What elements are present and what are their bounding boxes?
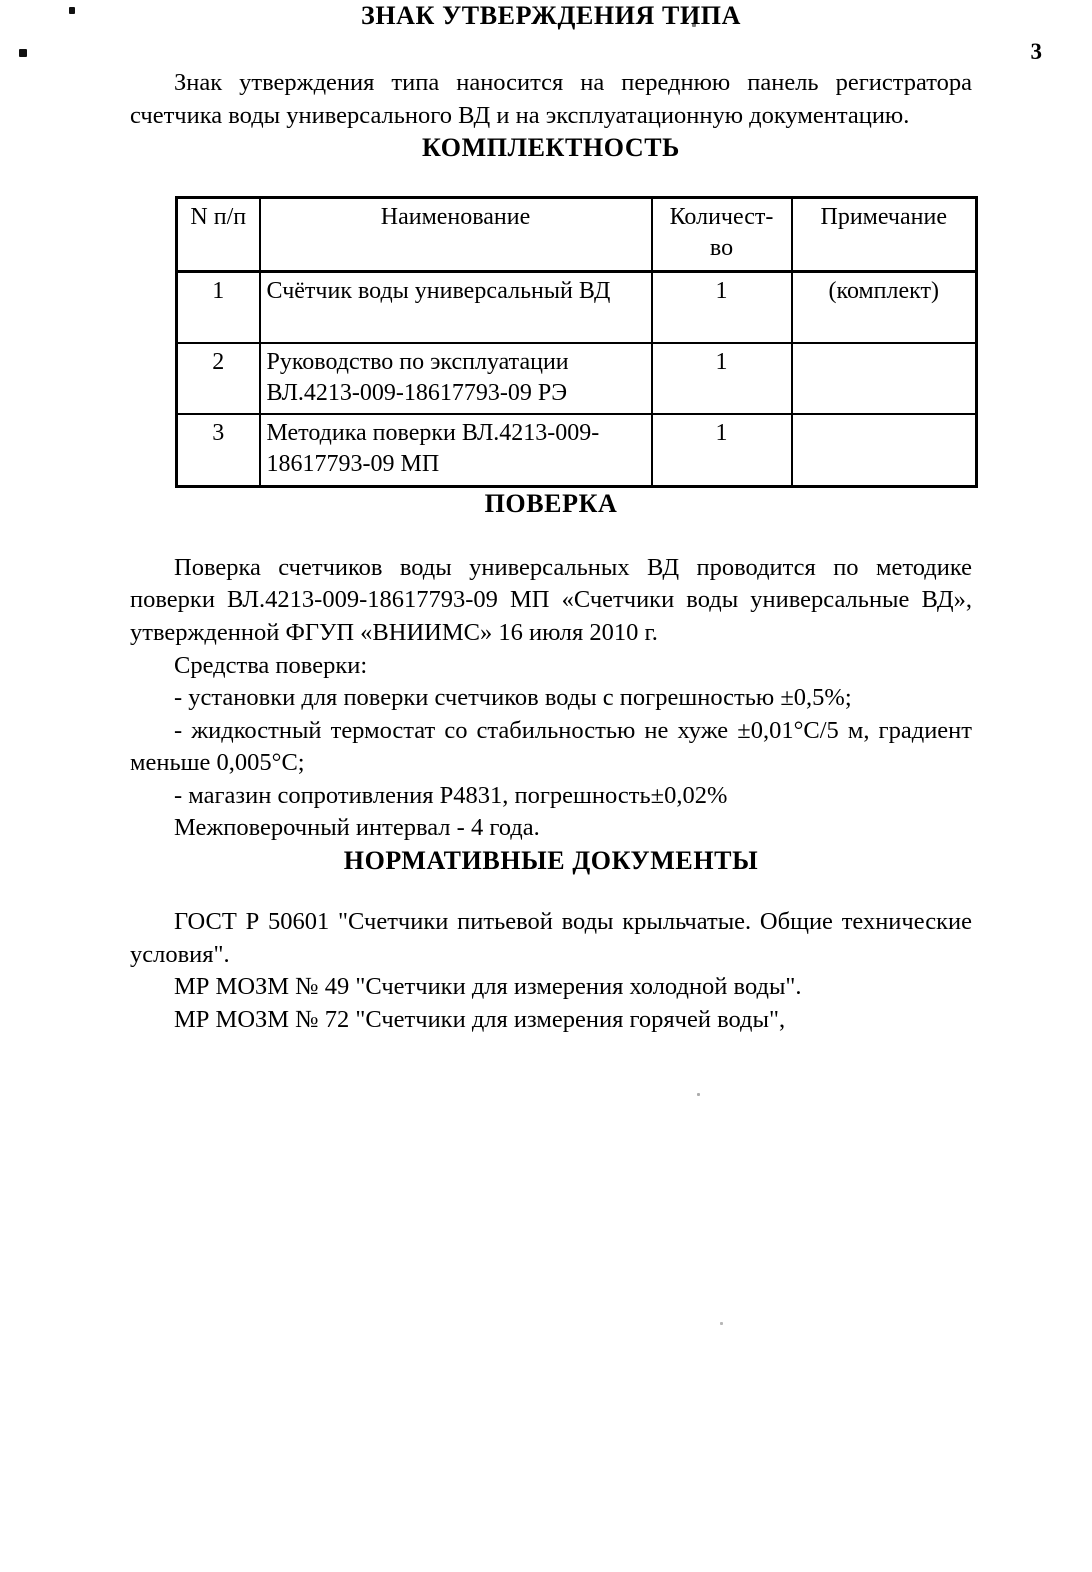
column-header-name: Наименование: [260, 197, 652, 271]
paragraph-poverka-intro: Поверка счетчиков воды универсальных ВД проводится по методике поверки ВЛ.4213-009-18617793-09 МП «Счетчики воды универсальные ВД», утвержденной ФГУП «ВНИИМС» 16 июля 2010 г.: [130, 553, 972, 646]
scan-speck: [697, 1093, 700, 1096]
scan-speck: [720, 1322, 723, 1325]
heading-komplektnost: КОМПЛЕКТНОСТЬ: [422, 133, 680, 163]
means-item-thermostat: - жидкостный термостат со стабильностью не хуже ±0,01°С/5 м, градиент меньше 0,005°С;: [130, 716, 972, 777]
column-header-quantity-line1: Количест-: [669, 203, 774, 230]
normative-item-mozm-72: МР МОЗМ № 72 "Счетчики для измерения горячей воды",: [174, 1005, 786, 1033]
column-header-quantity-line2: во: [709, 234, 734, 261]
normative-item-gost: ГОСТ Р 50601 "Счетчики питьевой воды крыльчатые. Общие технические условия".: [130, 908, 972, 968]
cell-number: 2: [177, 343, 260, 414]
cell-note: (комплект): [792, 271, 977, 343]
cell-quantity: 1: [652, 343, 792, 414]
cell-quantity: 1: [652, 414, 792, 486]
cell-quantity: 1: [652, 271, 792, 343]
table-row: [177, 343, 977, 414]
cell-number: 1: [177, 271, 260, 343]
column-header-note: Примечание: [792, 197, 977, 271]
scan-speck: [69, 7, 75, 14]
page-number: 3: [1030, 39, 1042, 64]
label-sredstva-poverki: Средства поверки:: [174, 651, 368, 679]
paragraph-znak-utverzhdeniya: Знак утверждения типа наносится на переднюю панель регистратора счетчика воды универсального ВД и на эксплуатационную документацию.: [130, 69, 972, 129]
means-item-resistance-box: - магазин сопротивления Р4831, погрешность±0,02%: [174, 781, 728, 809]
column-header-quantity: [652, 197, 792, 271]
document-content: [130, 0, 972, 1037]
cell-name: Руководство по эксплуатации ВЛ.4213-009-18617793-09 РЭ: [260, 343, 652, 414]
column-header-number: N п/п: [177, 197, 260, 271]
heading-poverka: ПОВЕРКА: [484, 488, 618, 518]
komplektnost-table: [175, 196, 978, 488]
scan-speck: [19, 49, 27, 57]
means-item-installations: - установки для поверки счетчиков воды с погрешностью ±0,5%;: [174, 684, 852, 712]
table-row: [177, 414, 977, 486]
verification-interval: Межповерочный интервал - 4 года.: [174, 814, 540, 842]
cell-note: [792, 414, 977, 486]
normative-item-mozm-49: МР МОЗМ № 49 "Счетчики для измерения холодной воды".: [174, 973, 802, 1001]
heading-znak-utverzhdeniya-tipa: ЗНАК УТВЕРЖДЕНИЯ ТИПА: [361, 1, 741, 30]
table-header-row: [177, 197, 977, 271]
table-row: [177, 271, 977, 343]
cell-note: [792, 343, 977, 414]
cell-name: Счётчик воды универсальный ВД: [260, 271, 652, 343]
heading-normativnye-dokumenty: НОРМАТИВНЫЕ ДОКУМЕНТЫ: [343, 846, 759, 876]
cell-number: 3: [177, 414, 260, 486]
cell-name: Методика поверки ВЛ.4213-009-18617793-09 МП: [260, 414, 652, 486]
